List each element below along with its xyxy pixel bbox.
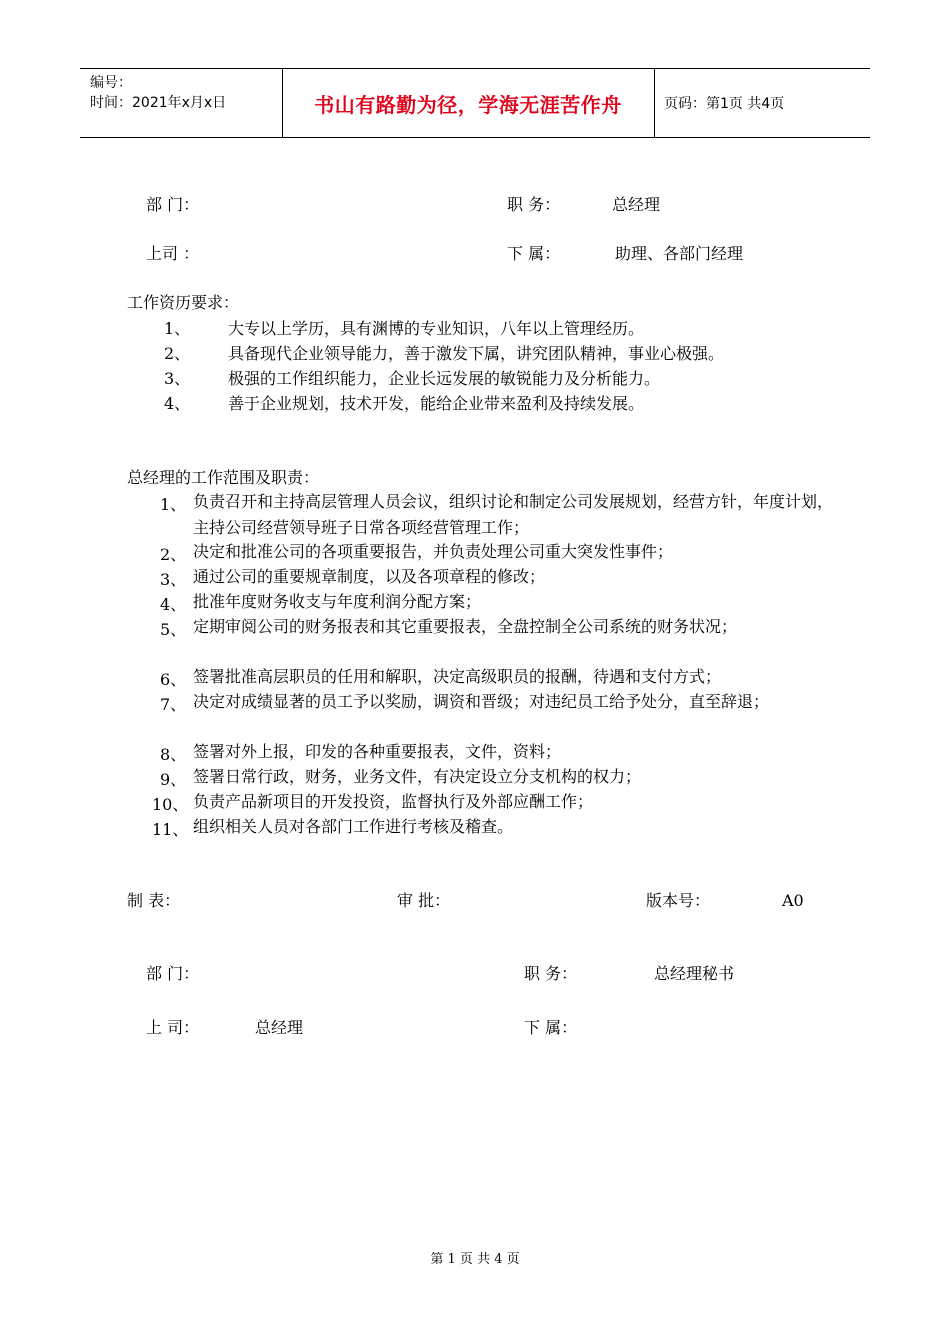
time-label: 时间：2021年x月x日: [90, 95, 227, 111]
superior-label: 上 司：: [146, 1018, 200, 1037]
list-item: 签署日常行政，财务，业务文件，有决定设立分支机构的权力；: [193, 767, 642, 786]
dept-label: 部 门：: [146, 195, 200, 214]
position-label: 职 务：: [507, 195, 561, 214]
list-item-number: 3、: [160, 570, 187, 589]
list-item-number: 11、: [152, 820, 189, 839]
list-item-number: 2、: [164, 344, 191, 363]
approved-label: 审 批：: [397, 891, 451, 910]
list-item: 组织相关人员对各部门工作进行考核及稽查。: [193, 817, 514, 836]
list-item: 决定对成绩显著的员工予以奖励，调资和晋级；对违纪员工给予处分，直至辞退；: [193, 692, 770, 711]
page-footer: 第 1 页 共 4 页: [430, 1252, 520, 1267]
list-item-number: 6、: [160, 670, 187, 689]
superior-label: 上司 ：: [146, 244, 200, 263]
position-value: 总经理秘书: [654, 964, 735, 983]
code-label: 编号：: [90, 75, 132, 91]
list-item-number: 1、: [160, 495, 187, 514]
version-value: A0: [782, 891, 804, 910]
list-item: 负责产品新项目的开发投资，监督执行及外部应酬工作；: [193, 792, 594, 811]
header-motto: 书山有路勤为径，学海无涯苦作舟: [314, 92, 622, 117]
document-header: [80, 68, 870, 138]
header-meta: [90, 73, 226, 113]
list-item-number: 3、: [164, 369, 191, 388]
list-item: 极强的工作组织能力，企业长远发展的敏锐能力及分析能力。: [228, 369, 661, 388]
made-by-label: 制 表：: [127, 891, 181, 910]
list-item: 签署对外上报，印发的各种重要报表，文件，资料；: [193, 742, 562, 761]
list-item-number: 4、: [164, 394, 191, 413]
list-item-number: 7、: [160, 695, 187, 714]
list-item-number: 9、: [160, 770, 187, 789]
subordinate-label: 下 属：: [524, 1018, 578, 1037]
position-value: 总经理: [612, 195, 661, 214]
subordinate-label: 下 属：: [507, 244, 561, 263]
list-item: 具备现代企业领导能力，善于激发下属，讲究团队精神，事业心极强。: [228, 344, 725, 363]
list-item-number: 1、: [164, 319, 191, 338]
list-item-number: 8、: [160, 745, 187, 764]
list-item: 决定和批准公司的各项重要报告，并负责处理公司重大突发性事件；: [193, 542, 674, 561]
dept-label: 部 门：: [146, 964, 200, 983]
list-item: [193, 489, 845, 541]
header-page-info: 页码：第1页 共4页: [664, 96, 785, 112]
header-divider: [654, 69, 655, 137]
subordinate-value: 助理、各部门经理: [615, 244, 744, 263]
list-item: 善于企业规划，技术开发，能给企业带来盈利及持续发展。: [228, 394, 645, 413]
list-item: 定期审阅公司的财务报表和其它重要报表，全盘控制全公司系统的财务状况；: [193, 617, 738, 636]
list-item-number: 2、: [160, 545, 187, 564]
list-item: 签署批准高层职员的任用和解职，决定高级职员的报酬，待遇和支付方式；: [193, 667, 722, 686]
list-item-number: 4、: [160, 595, 187, 614]
list-item: 大专以上学历，具有渊博的专业知识，八年以上管理经历。: [228, 319, 645, 338]
list-item: 批准年度财务收支与年度利润分配方案；: [193, 592, 482, 611]
duty-text: 负责召开和主持高层管理人员会议，组织讨论和制定公司发展规划，经营方针，年度计划，主持公司经营领导班子日常各项经营管理工作；: [193, 492, 834, 537]
list-item: 通过公司的重要规章制度，以及各项章程的修改；: [193, 567, 546, 586]
qualification-title: 工作资历要求：: [127, 293, 240, 312]
superior-value: 总经理: [255, 1018, 304, 1037]
list-item-number: 5、: [160, 620, 187, 639]
position-label: 职 务：: [524, 964, 578, 983]
list-item-number: 10、: [152, 795, 189, 814]
duty-title: 总经理的工作范围及职责：: [127, 468, 320, 487]
version-label: 版本号：: [646, 891, 711, 910]
